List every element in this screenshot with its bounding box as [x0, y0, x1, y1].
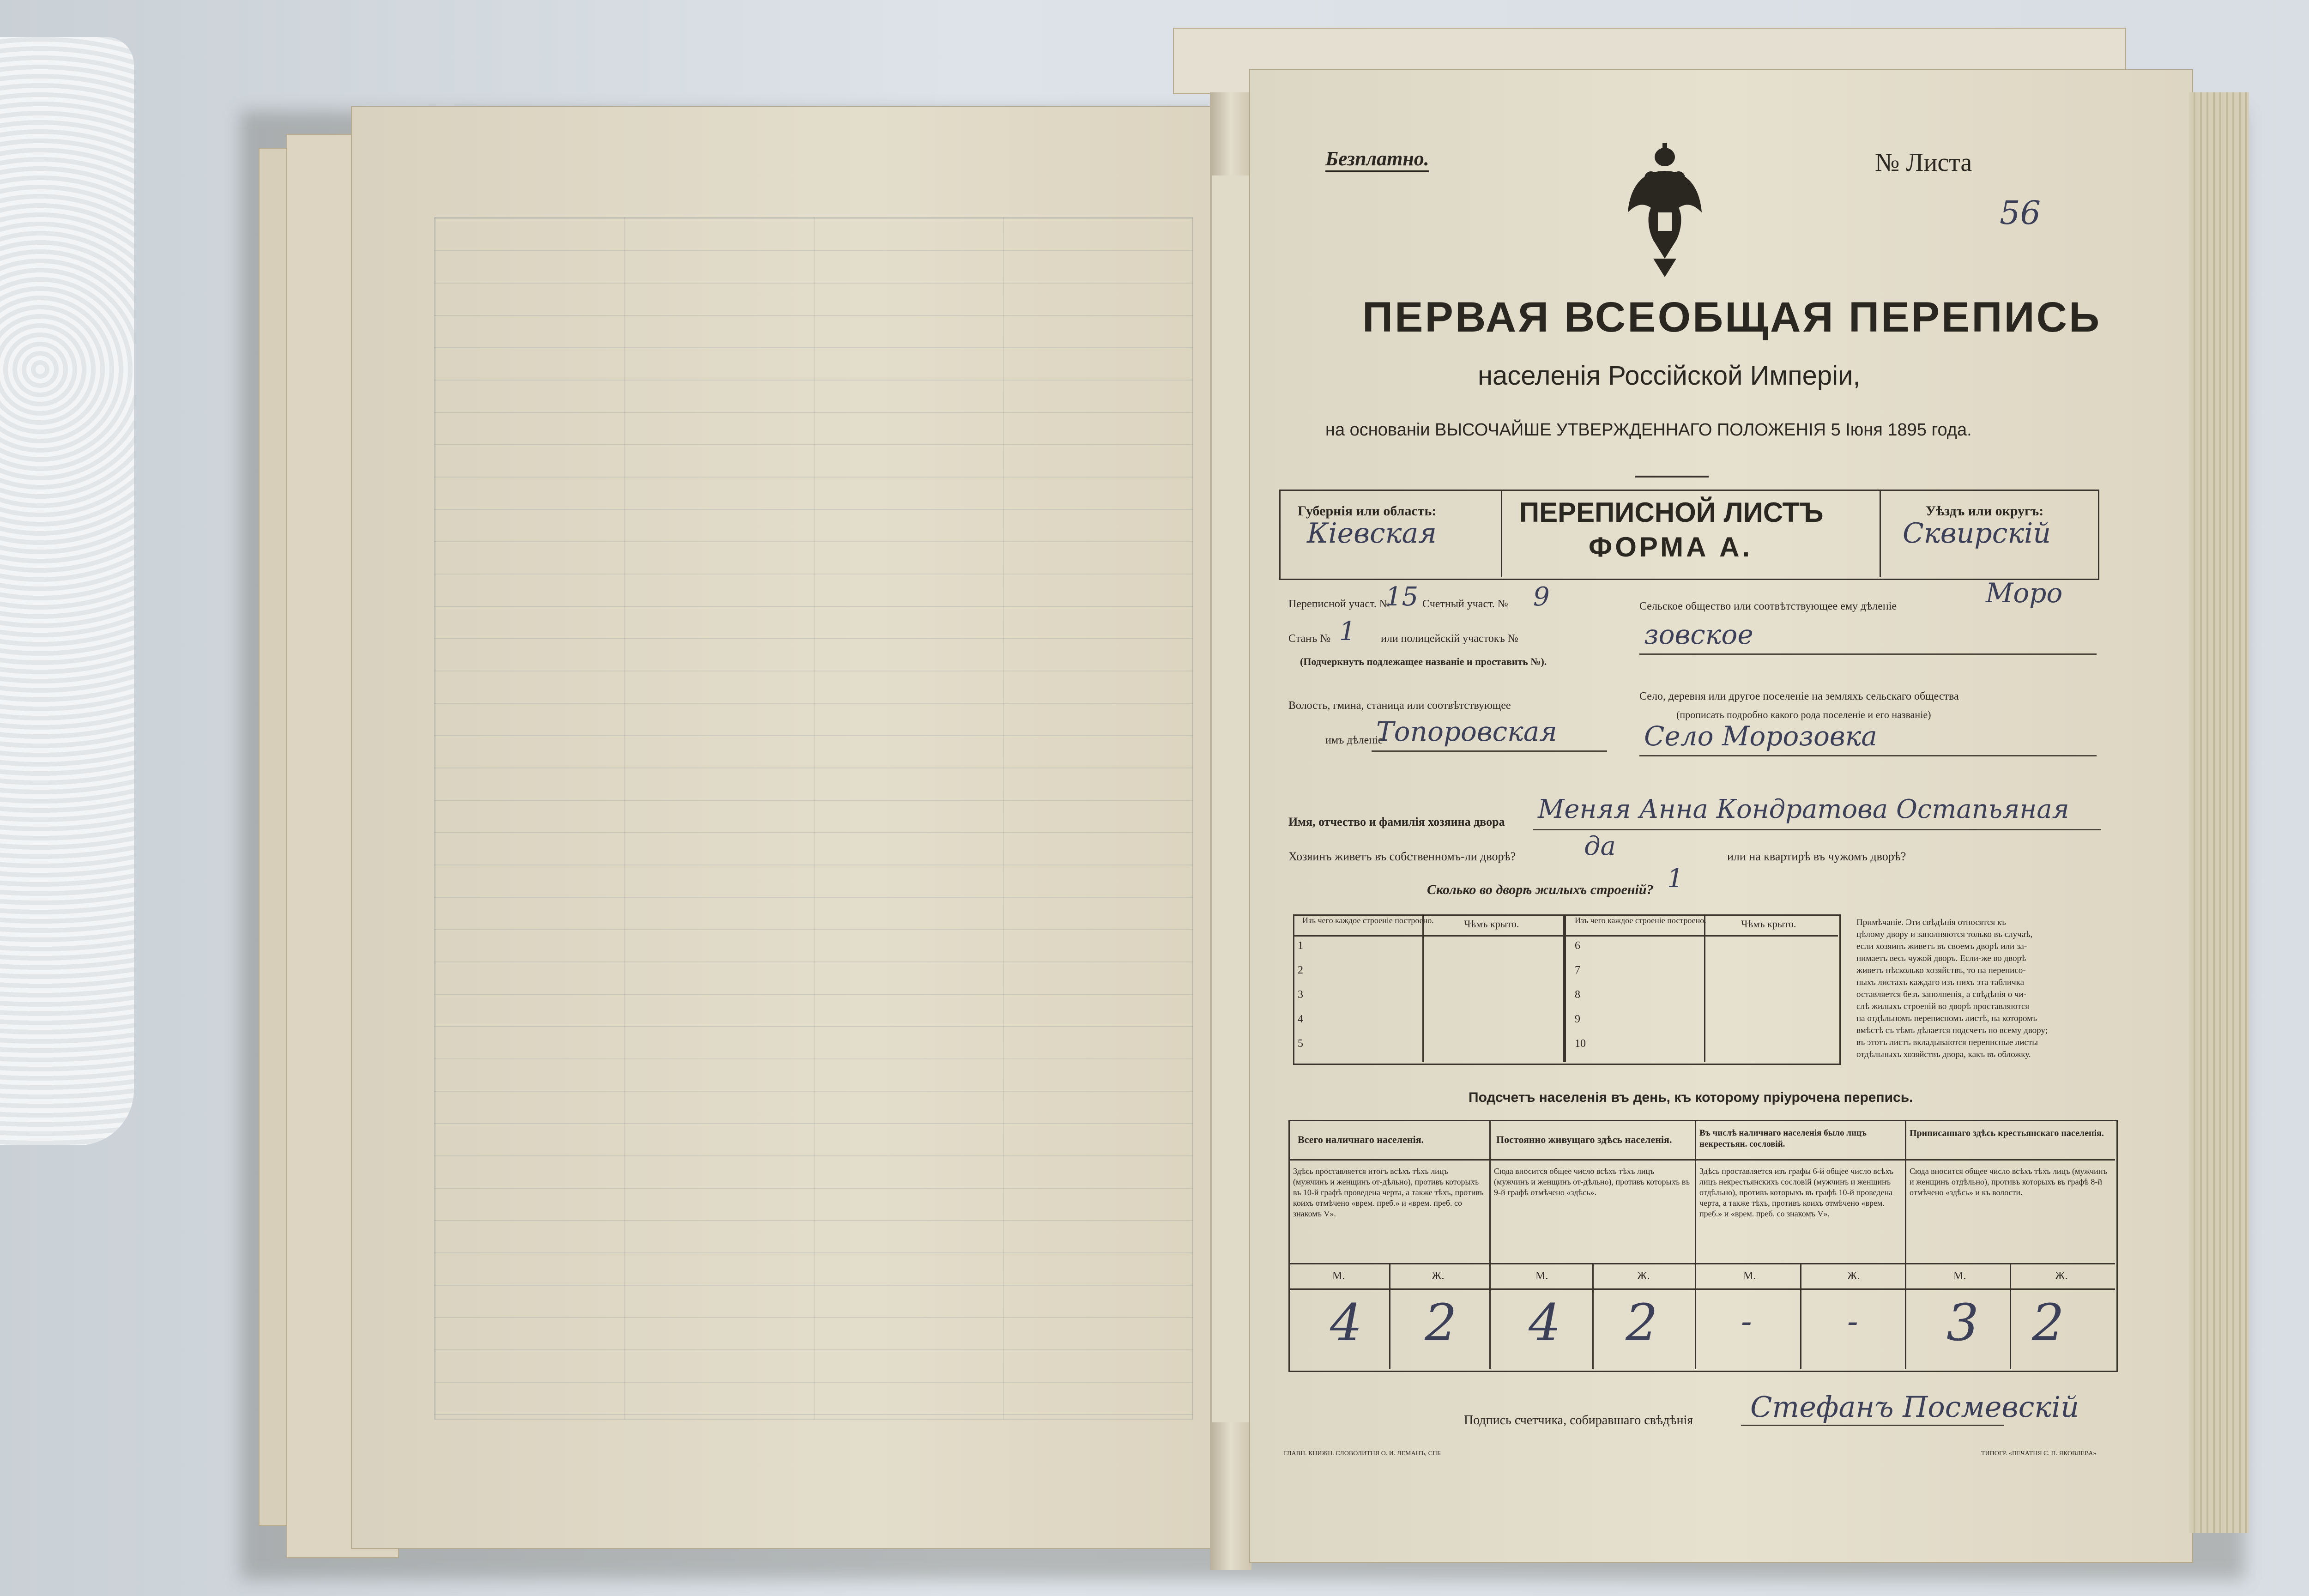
village-underline [1639, 755, 2097, 756]
volost-label-2: имъ дѣленіе [1325, 734, 1383, 746]
census-area-value: 15 [1385, 582, 1419, 612]
society-value-1: Моро [1986, 577, 2063, 609]
census-area-label: Переписной участ. № [1288, 598, 1390, 610]
note-line: если хозяинъ живетъ въ своемъ дворѣ или за- [1856, 942, 2027, 951]
buildings-table-mid [1563, 914, 1566, 1062]
note-line: слѣ жилыхъ строеній во дворѣ проставляются [1856, 1002, 2030, 1011]
page-stack-right [2189, 92, 2249, 1533]
resident-female-count: 2 [1626, 1293, 1658, 1352]
note-block [1856, 917, 2115, 1061]
note-line: отдѣльныхъ хозяйствъ двора, какъ въ обложку. [1856, 1050, 2031, 1059]
note-line: ныхъ листахъ каждаго изъ нихъ эта табличка [1856, 978, 2025, 987]
society-underline [1639, 653, 2097, 655]
form-title-line2: ФОРМА А. [1589, 532, 1753, 562]
note-line: живетъ нѣсколько хозяйствъ, то на переписо- [1856, 966, 2026, 975]
count-f-label: Ж. [1637, 1270, 1650, 1282]
row-number: 1 [1298, 940, 1303, 952]
nonpeasant-male-count: - [1741, 1302, 1752, 1340]
note-line: цѣлому двору и заполняются только въ случаѣ, [1856, 930, 2033, 939]
count-col2-title: Постоянно живущаго здѣсь населенія. [1496, 1134, 1672, 1145]
count-m-label: М. [1332, 1270, 1345, 1282]
nonpeasant-female-count: - [1847, 1302, 1858, 1340]
stan-value: 1 [1339, 617, 1356, 647]
village-label: Село, деревня или другое поселеніе на земляхъ сельскаго общества [1639, 690, 1959, 702]
counting-area-value: 9 [1533, 582, 1550, 612]
count-m-label: М. [1743, 1270, 1756, 1282]
row-number: 3 [1298, 989, 1303, 1001]
census-subtitle: населенія Россійской Имперіи, [1478, 361, 1861, 391]
row-number: 5 [1298, 1038, 1303, 1050]
count-title-line [1288, 1159, 2115, 1161]
volost-underline [1372, 750, 1607, 752]
count-mf-line [1288, 1288, 2115, 1290]
province-value: Кіевская [1307, 517, 1437, 550]
volost-label-1: Волость, гмина, станица или соотвѣтствующее [1288, 700, 1511, 712]
form-title-line1: ПЕРЕПИСНОЙ ЛИСТЪ [1519, 497, 1824, 528]
buildings-col-roof-right: Чѣмъ крыто. [1741, 918, 1796, 930]
own-house-label: Хозяинъ живетъ въ собственномъ-ли дворѣ? [1288, 850, 1516, 863]
society-label: Сельское общество или соотвѣтствующее ему дѣленіе [1639, 600, 1897, 612]
count-col2-desc: Сюда вносится общее число всѣхъ тѣхъ лицъ (мужчинъ и женщинъ от-дѣльно), противъ которыхъ въ 9-й графѣ отмѣчено «здѣсь». [1494, 1167, 1690, 1197]
count-col-divider [1695, 1120, 1696, 1369]
note-line: Примѣчаніе. Эти свѣдѣнія относятся къ [1856, 918, 2006, 927]
form-box-divider-2 [1880, 490, 1881, 577]
owner-name-value: Меняя Анна Кондратова Остапьяная [1538, 794, 2069, 824]
note-line: вмѣстѣ съ тѣмъ дѣлается подсчетъ по всему двору; [1856, 1026, 2048, 1035]
police-area-label: или полицейскій участокъ № [1381, 633, 1518, 645]
note-line: въ этотъ листъ вкладываются переписные листы [1856, 1038, 2038, 1047]
counting-area-label: Счетный участ. № [1422, 598, 1508, 610]
signature-label: Подпись счетчика, собиравшаго свѣдѣнія [1464, 1413, 1693, 1427]
count-col-divider [1489, 1120, 1491, 1369]
stan-label: Станъ № [1288, 633, 1331, 645]
count-f-label: Ж. [1432, 1270, 1445, 1282]
census-title: ПЕРВАЯ ВСЕОБЩАЯ ПЕРЕПИСЬ [1362, 294, 2102, 341]
count-col4-title: Приписаннаго здѣсь крестьянскаго населенія. [1910, 1128, 2104, 1138]
census-basis: на основаніи ВЫСОЧАЙШЕ УТВЕРЖДЕННАГО ПОЛОЖЕНІЯ 5 Іюня 1895 года. [1325, 420, 1972, 440]
count-col3-desc: Здѣсь проставляется изъ графы 6-й общее число всѣхъ лицъ некрестьянскихъ сословій (мужчинъ и женщинъ отдѣльно), противъ которыхъ въ графѣ 10-й проведена черта, а также тѣхъ, противъ коихъ отмѣчено «врем. преб.» и «врем. преб. со знакомъ V». [1699, 1167, 1894, 1218]
village-note: (прописать подробно какого рода поселеніе и его названіе) [1676, 709, 1931, 720]
count-desc-line [1288, 1263, 2115, 1264]
province-label: Губернія или область: [1298, 503, 1437, 519]
row-number: 7 [1575, 964, 1580, 976]
left-page-grid [434, 217, 1193, 1420]
count-mf-divider [1389, 1263, 1390, 1369]
buildings-table-head-line [1293, 935, 1838, 937]
count-mf-divider [1800, 1263, 1801, 1369]
count-col3-title: Въ числѣ наличнаго населенія было лицъ некрестьян. сословій. [1699, 1128, 1867, 1149]
count-m-label: М. [1953, 1270, 1966, 1282]
peasant-male-count: 3 [1946, 1293, 1979, 1352]
printer-right: ТИПОГР. «ПЕЧАТНЯ С. П. ЯКОВЛЕВА» [1981, 1450, 2097, 1457]
row-number: 6 [1575, 940, 1580, 952]
district-label: Уѣздъ или округъ: [1926, 503, 2044, 519]
district-value: Сквирскій [1903, 517, 2051, 550]
count-col1-desc: Здѣсь проставляется итогъ всѣхъ тѣхъ лицъ (мужчинъ и женщинъ от-дѣльно), противъ которыхъ въ 10-й графѣ проведена черта, а также тѣхъ, противъ коихъ отмѣчено «врем. преб.» и «врем. преб. со знакомъ V». [1293, 1167, 1484, 1218]
free-label: Безплатно. [1325, 147, 1429, 172]
buildings-col-roof-left: Чѣмъ крыто. [1464, 918, 1519, 930]
count-table [1288, 1120, 2118, 1372]
count-col4-desc: Сюда вносится общее число всѣхъ тѣхъ лицъ (мужчинъ и женщинъ отдѣльно), противъ которыхъ въ графѣ 8-й отмѣчено «здѣсь» и къ волости. [1910, 1167, 2107, 1197]
signature-underline [1741, 1425, 2004, 1426]
note-line: нимаетъ весь чужой дворъ. Если-же во дворѣ [1856, 954, 2026, 963]
rented-label: или на квартирѣ въ чужомъ дворѣ? [1727, 850, 1906, 863]
ornament-divider [1635, 476, 1709, 478]
form-box-divider-1 [1501, 490, 1502, 577]
note-line: на отдѣльномъ переписномъ листѣ, на которомъ [1856, 1014, 2037, 1023]
row-number: 4 [1298, 1013, 1303, 1025]
count-m-label: М. [1535, 1270, 1548, 1282]
peasant-female-count: 2 [2032, 1293, 2064, 1352]
printer-left: ГЛАВН. КНИЖН. СЛОВОЛИТНЯ О. И. ЛЕМАНЪ, СПБ [1284, 1450, 1441, 1457]
count-mf-divider [2010, 1263, 2011, 1369]
count-col-divider [1905, 1120, 1906, 1369]
count-col1-title: Всего наличнаго населенія. [1298, 1134, 1424, 1145]
count-f-label: Ж. [1847, 1270, 1860, 1282]
buildings-col-material-right: Изъ чего каждое строеніе построено. [1575, 916, 1706, 925]
count-f-label: Ж. [2055, 1270, 2068, 1282]
foam-packing [0, 37, 134, 1145]
double-headed-eagle-icon [1626, 143, 1704, 277]
present-male-count: 4 [1330, 1293, 1362, 1352]
buildings-value: 1 [1667, 864, 1684, 894]
row-number: 2 [1298, 964, 1303, 976]
volost-value: Топоровская [1376, 716, 1557, 747]
sheet-number-label: № Листа [1875, 148, 1972, 177]
buildings-table-col [1422, 914, 1424, 1062]
buildings-table [1293, 914, 1841, 1065]
row-number: 8 [1575, 989, 1580, 1001]
owner-name-underline [1533, 829, 2101, 830]
village-value: Село Морозовка [1644, 720, 1877, 752]
sheet-number-value: 56 [2000, 194, 2041, 232]
society-value-2: зовское [1644, 619, 1753, 650]
count-mf-divider [1592, 1263, 1594, 1369]
own-house-value: да [1584, 831, 1616, 861]
present-female-count: 2 [1425, 1293, 1457, 1352]
owner-name-label: Имя, отчество и фамилія хозяина двора [1288, 815, 1505, 828]
row-number: 10 [1575, 1038, 1586, 1050]
buildings-table-col2 [1704, 914, 1705, 1062]
row-number: 9 [1575, 1013, 1580, 1025]
resident-male-count: 4 [1529, 1293, 1561, 1352]
buildings-col-material-left: Изъ чего каждое строеніе построено. [1302, 916, 1434, 925]
note-line: оставляется безъ заполненія, а свѣдѣнія о чи- [1856, 990, 2027, 999]
buildings-label: Сколько во дворѣ жилыхъ строеній? [1427, 882, 1654, 897]
count-heading: Подсчетъ населенія въ день, къ которому пріурочена перепись. [1469, 1090, 1913, 1105]
signature-value: Стефанъ Посмевскій [1750, 1390, 2079, 1424]
underline-note: (Подчеркнуть подлежащее названіе и проставить №). [1300, 656, 1547, 667]
